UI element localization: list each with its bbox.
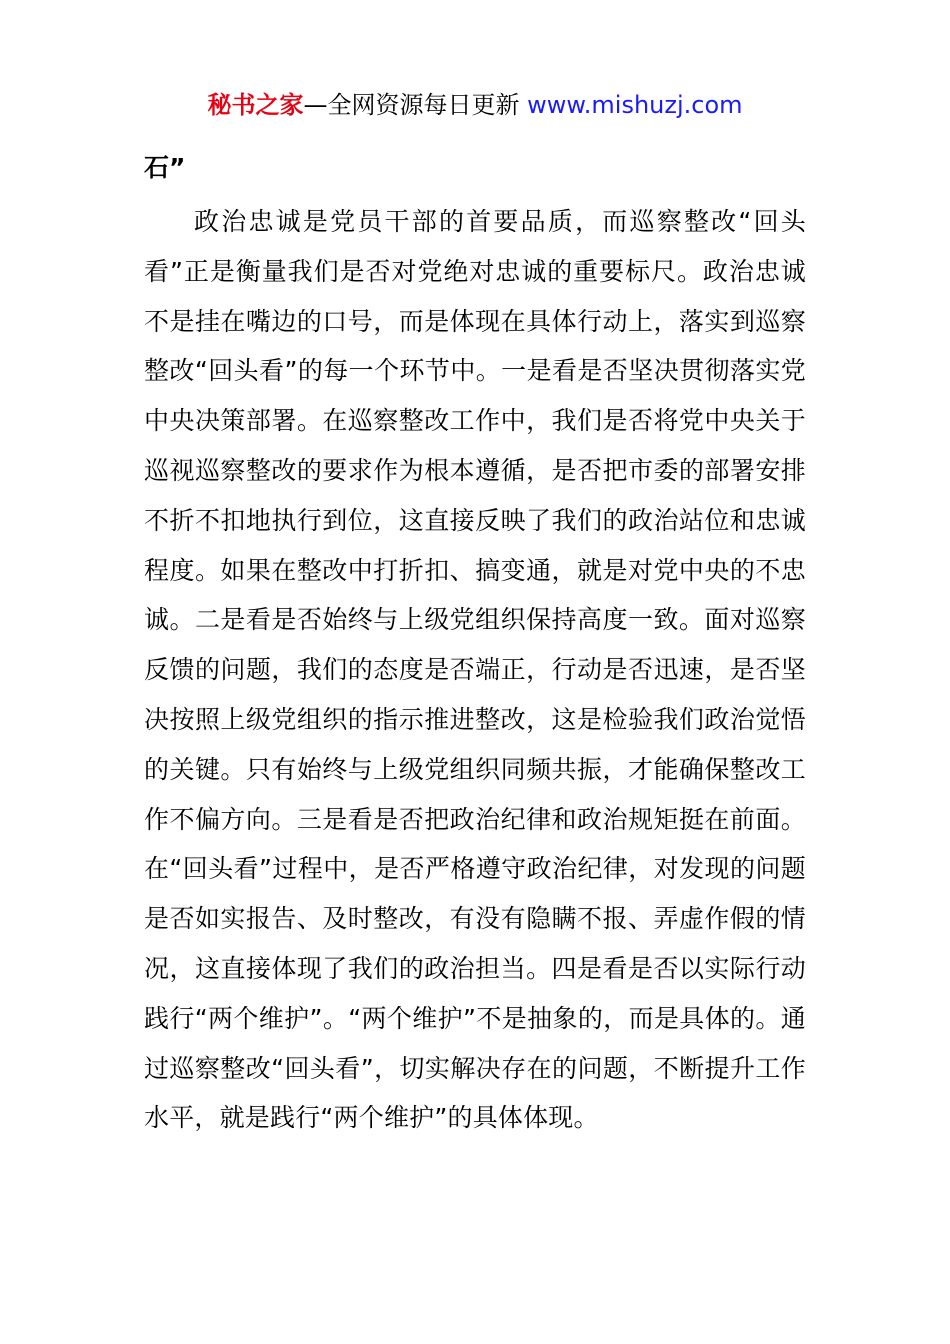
header-tagline: —全网资源每日更新 bbox=[303, 91, 528, 119]
site-url-link[interactable]: www.mishuzj.com bbox=[527, 91, 743, 119]
heading-fragment: 石” bbox=[144, 153, 186, 182]
body-paragraph: 政治忠诚是党员干部的首要品质，而巡察整改“回头看”正是衡量我们是否对党绝对忠诚的重要标尺。政治忠诚不是挂在嘴边的口号，而是体现在具体行动上，落实到巡察整改“回头看”的每一个环节中。一是看是否坚决贯彻落实党中央决策部署。在巡察整改工作中，我们是否将党中央关于巡视巡察整改的要求作为根本遵循，是否把市委的部署安排不折不扣地执行到位，这直接反映了我们的政治站位和忠诚程度。如果在整改中打折扣、搞变通，就是对党中央的不忠诚。二是看是否始终与上级党组织保持高度一致。面对巡察反馈的问题，我们的态度是否端正，行动是否迅速，是否坚决按照上级党组织的指示推进整改，这是检验我们政治觉悟的关键。只有始终与上级党组织同频共振，才能确保整改工作不偏方向。三是看是否把政治纪律和政治规矩挺在前面。在“回头看”过程中，是否严格遵守政治纪律，对发现的问题是否如实报告、及时整改，有没有隐瞒不报、弄虚作假的情况，这直接体现了我们的政治担当。四是看是否以实际行动践行“两个维护”。“两个维护”不是抽象的，而是具体的。通过巡察整改“回头看”，切实解决存在的问题，不断提升工作水平，就是践行“两个维护”的具体体现。 bbox=[144, 207, 806, 1133]
brand-name: 秘书之家 bbox=[207, 91, 304, 119]
site-header bbox=[0, 88, 950, 122]
